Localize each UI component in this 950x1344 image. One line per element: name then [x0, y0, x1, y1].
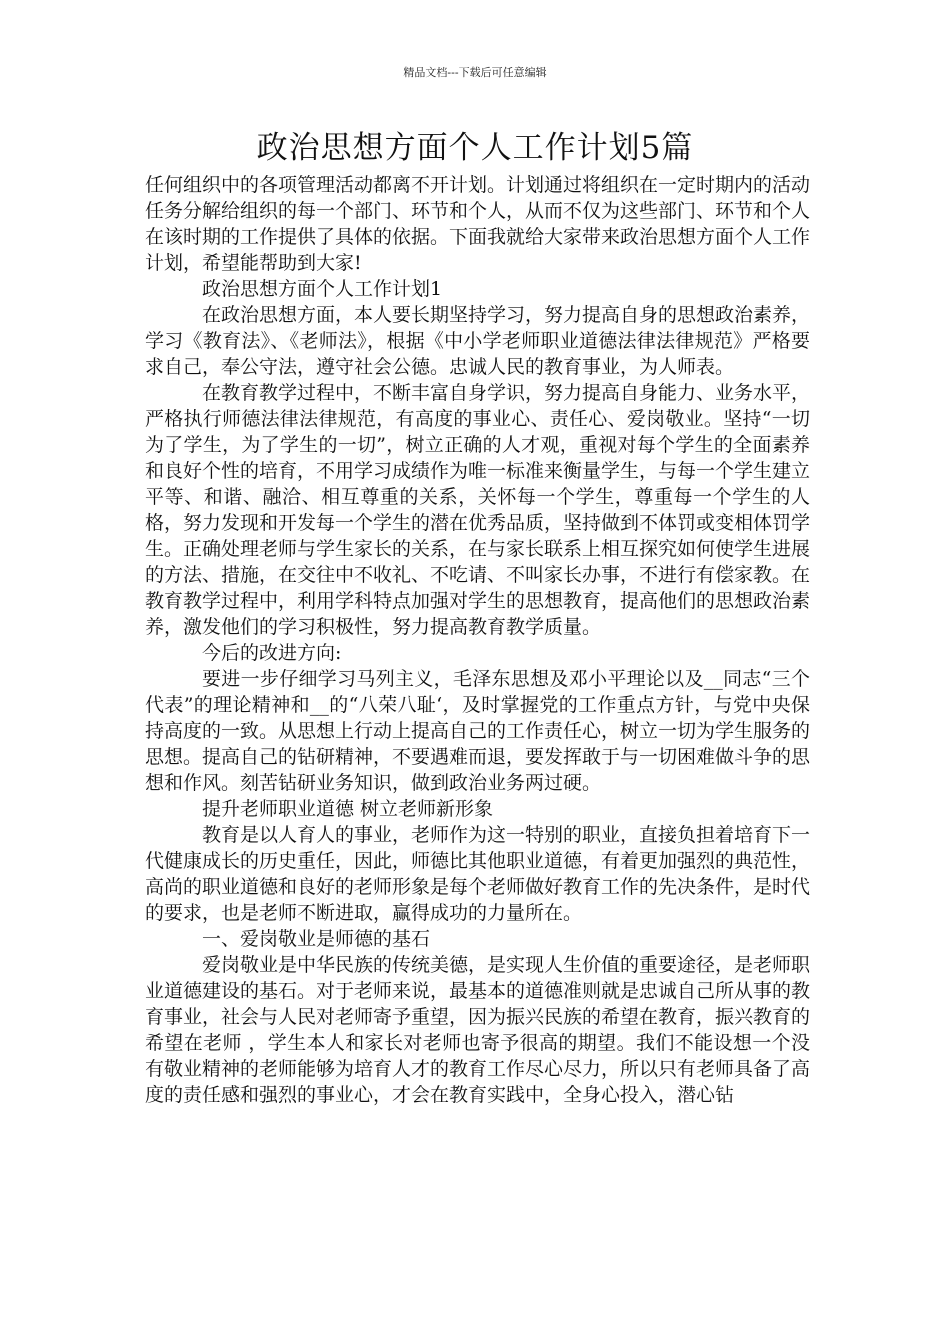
- section-heading-plan-1: 政治思想方面个人工作计划1: [202, 278, 443, 300]
- page-header: 精品文档---下载后可任意编辑: [403, 66, 547, 79]
- document-body: [145, 172, 810, 1108]
- section-heading-dedication: 一、爱岗敬业是师德的基石: [202, 928, 431, 950]
- paragraph-dedication: 爱岗敬业是中华民族的传统美德，是实现人生价值的重要途径，是老师职业道德建设的基石。对于老师来说，最基本的道德准则就是忠诚自己所从事的教育事业，社会与人民对老师寄予重望，因为振兴民族的希望在教育，振兴教育的希望在老师 ，学生本人和家长对老师也寄予很高的期望。我们不能设想一个没有敬业精神的老师能够为培育人才的教育工作尽心尽力，所以只有老师具备了高度的责任感和强烈的事业心，才会在教育实践中，全身心投入，潜心钻: [145, 954, 811, 1106]
- section-heading-improvement: 今后的改进方向:: [202, 642, 342, 664]
- document-title: 政治思想方面个人工作计划5篇: [256, 130, 694, 166]
- section-heading-ethics: 提升老师职业道德 树立老师新形象: [202, 798, 494, 820]
- intro-paragraph: 任何组织中的各项管理活动都离不开计划。计划通过将组织在一定时期内的活动任务分解给组织的每一个部门、环节和个人，从而不仅为这些部门、环节和个人在该时期的工作提供了具体的依据。下面我就给大家带来政治思想方面个人工作计划，希望能帮助到大家!: [145, 174, 811, 274]
- paragraph-ethics: 教育是以人育人的事业，老师作为这一特别的职业，直接负担着培育下一代健康成长的历史重任，因此，师德比其他职业道德，有着更加强烈的典范性，高尚的职业道德和良好的老师形象是每个老师做好教育工作的先决条件，是时代的要求，也是老师不断进取，赢得成功的力量所在。: [145, 824, 811, 924]
- paragraph-political-study: 在政治思想方面，本人要长期坚持学习，努力提高自身的思想政治素养，学习《教育法》、《老师法》，根据《中小学老师职业道德法律法律规范》严格要求自己，奉公守法，遵守社会公德。忠诚人民的教育事业，为人师表。: [145, 304, 811, 378]
- paragraph-teaching-process: 在教育教学过程中，不断丰富自身学识，努力提高自身能力、业务水平，严格执行师德法律法律规范，有高度的事业心、责任心、爱岗敬业。坚持“一切为了学生，为了学生的一切”，树立正确的人才观，重视对每个学生的全面素养和良好个性的培育，不用学习成绩作为唯一标准来衡量学生，与每一个学生建立平等、和谐、融洽、相互尊重的关系，关怀每一个学生，尊重每一个学生的人格，努力发现和开发每一个学生的潜在优秀品质，坚持做到不体罚或变相体罚学生。正确处理老师与学生家长的关系，在与家长联系上相互探究如何使学生进展的方法、措施，在交往中不收礼、不吃请、不叫家长办事，不进行有偿家教。在教育教学过程中，利用学科特点加强对学生的思想教育，提高他们的思想政治素养，激发他们的学习积极性，努力提高教育教学质量。: [145, 382, 811, 638]
- paragraph-improvement: 要进一步仔细学习马列主义，毛泽东思想及邓小平理论以及__同志“三个代表”的理论精神和__的“八荣八耻‘，及时掌握党的工作重点方针，与党中央保持高度的一致。从思想上行动上提高自己的工作责任心，树立一切为学生服务的思想。提高自己的钻研精神，不要遇难而退，要发挥敢于与一切困难做斗争的思想和作风。刻苦钻研业务知识，做到政治业务两过硬。: [145, 668, 811, 794]
